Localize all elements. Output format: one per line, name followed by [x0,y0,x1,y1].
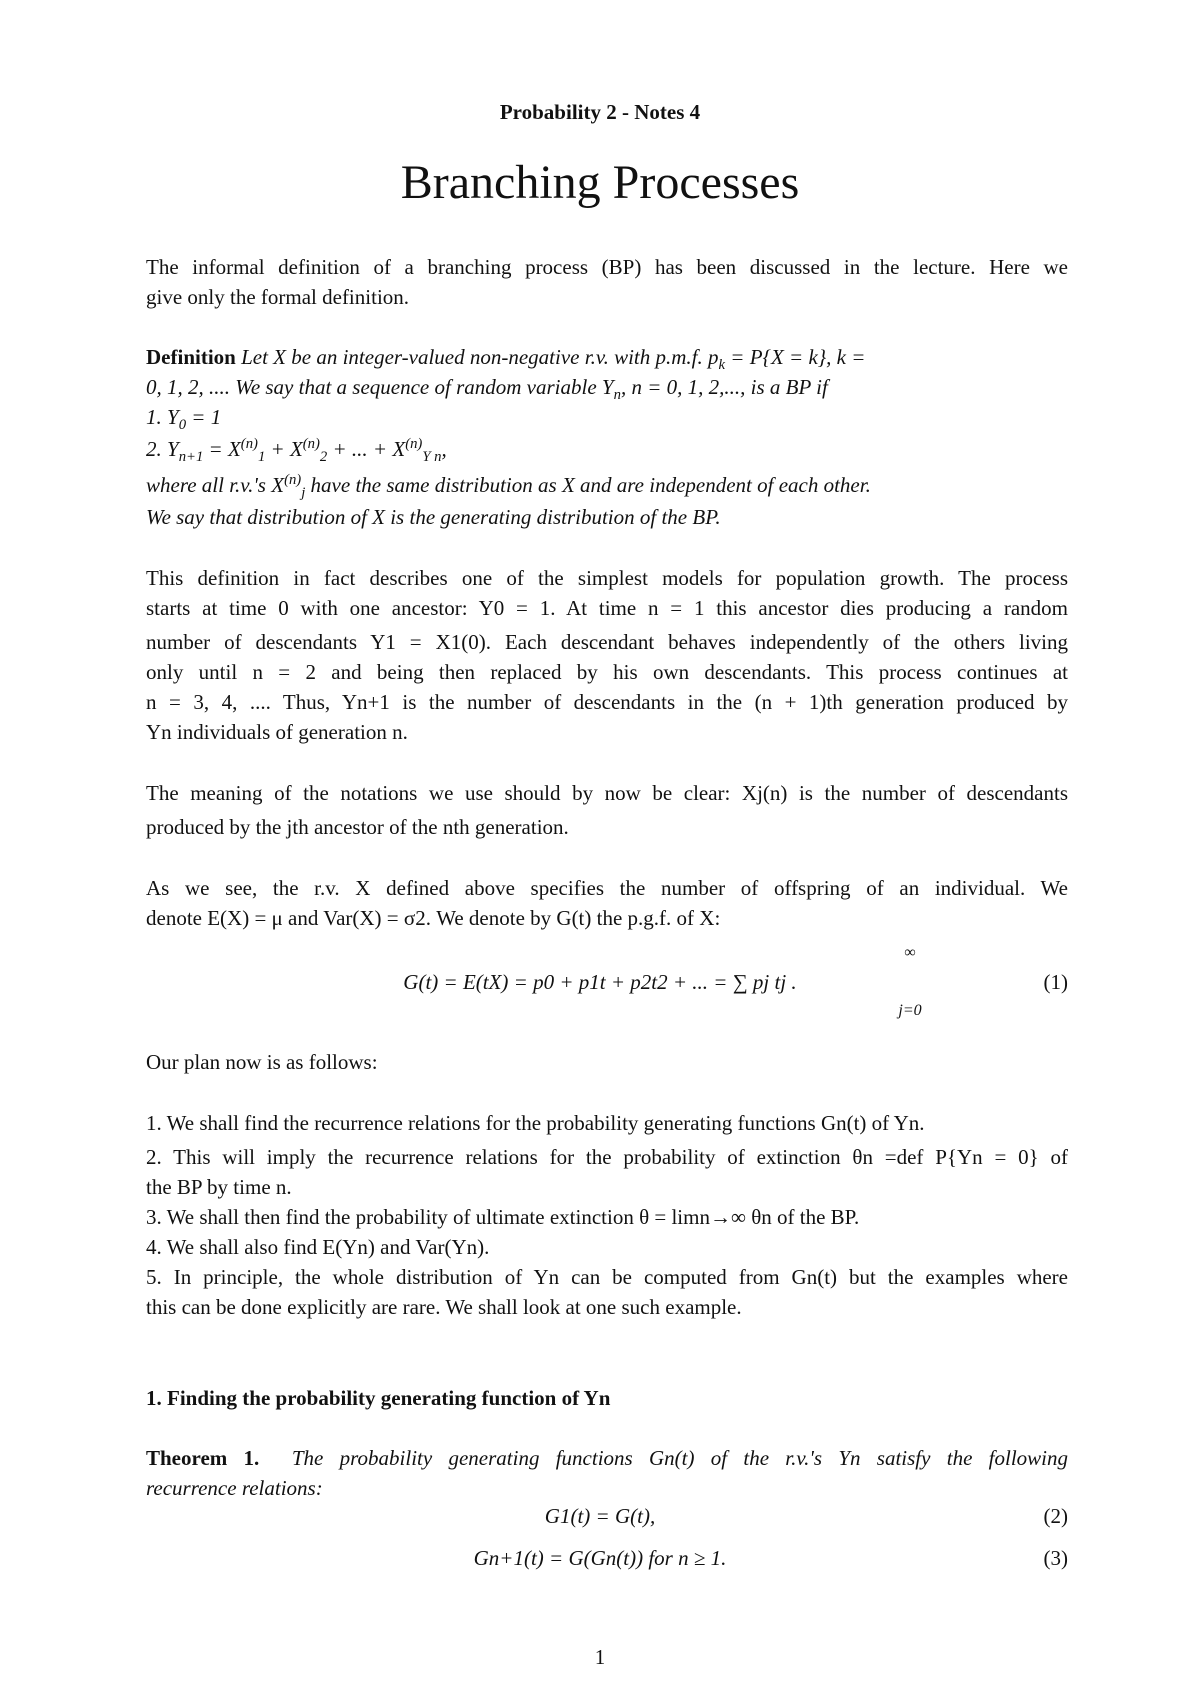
theorem-line-2: recurrence relations: [146,1476,323,1500]
para4-line-2: denote E(X) = μ and Var(X) = σ2. We denote by G(t) the p.g.f. of X: [146,906,721,930]
equation-1-sum-upper: ∞ [904,944,916,961]
plan-item-5: 5. In principle, the whole distribution of Yn can be computed from Gn(t) but the examples where [146,1265,1068,1289]
para3-line-2: produced by the jth ancestor of the nth generation. [146,815,569,839]
definition-where-line: where all r.v.'s $X^{(n)}_j$ have the same distribution as X and are independent of each other. [146,472,871,502]
intro-line-2: give only the formal definition. [146,285,410,309]
definition-item-1: 1. $Y_0 = 1$ [146,405,222,434]
definition-item-2: 2. $Y_{n+1} = X^{(n)}_1 + X^{(n)}_2$ + ... + $X^{(n)}_{Y n}$, [146,436,447,466]
page-title: Branching Processes [400,156,800,209]
plan-intro: Our plan now is as follows: [146,1050,378,1074]
definition-label: Definition [146,345,236,369]
para2-line-1: This definition in fact describes one of the simplest models for population growth. The process [146,566,1068,590]
plan-item-2-cont: the BP by time n. [146,1175,292,1199]
para2-line-6: Yn individuals of generation n. [146,720,408,744]
equation-2: G1(t) = G(t), [544,1504,656,1528]
equation-3: Gn+1(t) = G(Gn(t)) for n ≥ 1. [473,1546,727,1570]
plan-item-5-cont: this can be done explicitly are rare. We shall look at one such example. [146,1295,742,1319]
running-header: Probability 2 - Notes 4 [499,100,701,124]
para4-line-1: As we see, the r.v. X defined above specifies the number of offspring of an individual. We [146,876,1068,900]
section-heading: 1. Finding the probability generating function of Yn [146,1386,611,1410]
para3-line-1: The meaning of the notations we use should by now be clear: Xj(n) is the number of descendants [146,781,1068,805]
definition-line-1: Definition Let X be an integer-valued non-negative r.v. with p.m.f. $p_k = P\{X = k\}$, k = [146,345,866,374]
theorem-line-1: Theorem 1. The probability generating functions Gn(t) of the r.v.'s Yn satisfy the following [146,1446,1069,1470]
equation-1-sum-lower: j=0 [898,1002,922,1019]
definition-last-line: We say that distribution of X is the generating distribution of the BP. [146,505,721,529]
theorem-label: Theorem 1. [146,1446,260,1470]
para2-line-3: number of descendants Y1 = X1(0). Each descendant behaves independently of the others living [146,630,1068,654]
equation-1: G(t) = E(tX) = p0 + p1t + p2t2 + ... = ∑ pj tj . [403,970,797,994]
plan-item-3: 3. We shall then find the probability of ultimate extinction θ = limn→∞ θn of the BP. [146,1205,860,1229]
para2-line-4: only until n = 2 and being then replaced by his own descendants. This process continues at [146,660,1068,684]
page-number: 1 [594,1645,606,1669]
intro-line-1: The informal definition of a branching process (BP) has been discussed in the lecture. Here we [146,255,1068,279]
equation-1-number: (1) [1043,970,1068,994]
plan-item-1: 1. We shall find the recurrence relations for the probability generating functions Gn(t) of Yn. [146,1111,925,1135]
plan-item-2: 2. This will imply the recurrence relations for the probability of extinction θn =def P{Yn = 0} of [146,1145,1068,1169]
definition-line-2: 0, 1, 2, .... We say that a sequence of random variable $Y_n$, n = 0, 1, 2,..., is a BP if [146,375,828,404]
equation-2-number: (2) [1043,1504,1068,1528]
para2-line-5: n = 3, 4, .... Thus, Yn+1 is the number of descendants in the (n + 1)th generation produced by [146,690,1068,714]
plan-item-4: 4. We shall also find E(Yn) and Var(Yn). [146,1235,490,1259]
equation-3-number: (3) [1043,1546,1068,1570]
para2-line-2: starts at time 0 with one ancestor: Y0 = 1. At time n = 1 this ancestor dies producing a random [146,596,1068,620]
